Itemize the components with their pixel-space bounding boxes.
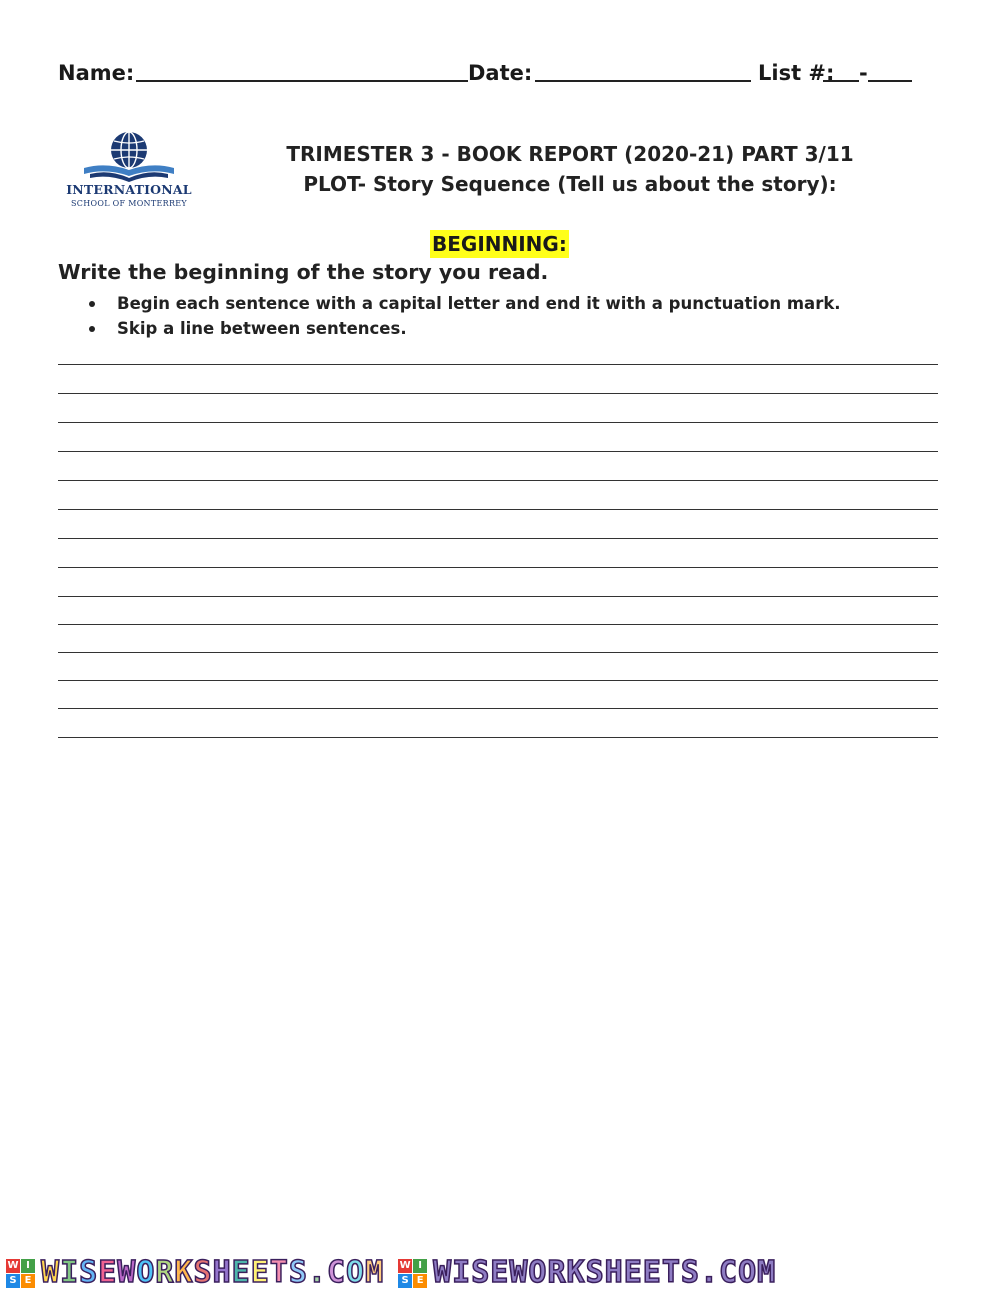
logo-letter: E xyxy=(21,1274,35,1288)
date-blank[interactable] xyxy=(535,58,751,82)
logo-letter: I xyxy=(413,1259,427,1273)
date-label: Date: xyxy=(468,61,533,85)
writing-line[interactable] xyxy=(58,708,938,709)
logo-text-line2: SCHOOL OF MONTERREY xyxy=(71,199,187,208)
writing-line[interactable] xyxy=(58,364,938,365)
writing-line[interactable] xyxy=(58,393,938,394)
logo-letter: I xyxy=(21,1259,35,1273)
logo-letter: S xyxy=(398,1274,412,1288)
writing-line[interactable] xyxy=(58,737,938,738)
logo-letter: W xyxy=(399,1260,411,1271)
list-blank-2[interactable] xyxy=(868,58,912,82)
section-heading: BEGINNING: xyxy=(432,232,567,256)
writing-line[interactable] xyxy=(58,480,938,481)
list-separator: - xyxy=(859,61,868,85)
page-title: TRIMESTER 3 - BOOK REPORT (2020-21) PART 3/11 xyxy=(286,142,854,166)
student-info-line xyxy=(58,58,938,90)
writing-line[interactable] xyxy=(58,624,938,625)
watermark-logo-icon xyxy=(398,1259,427,1288)
writing-line[interactable] xyxy=(58,652,938,653)
writing-line[interactable] xyxy=(58,422,938,423)
logo-letter: W xyxy=(7,1260,19,1271)
logo-letter: E xyxy=(413,1274,427,1288)
watermark-logo-icon xyxy=(6,1259,35,1288)
logo-text-line1: INTERNATIONAL xyxy=(66,182,192,197)
name-blank[interactable] xyxy=(136,58,468,82)
bullet-item: Begin each sentence with a capital letter and end it with a punctuation mark. xyxy=(86,291,841,316)
globe-book-icon xyxy=(62,128,196,184)
school-logo xyxy=(62,128,196,212)
writing-line[interactable] xyxy=(58,567,938,568)
watermark-group xyxy=(6,1255,384,1291)
watermark-group xyxy=(398,1255,776,1291)
instruction-bullets xyxy=(86,291,841,341)
writing-line[interactable] xyxy=(58,680,938,681)
bullet-item: Skip a line between sentences. xyxy=(86,316,841,341)
logo-letter: S xyxy=(6,1274,20,1288)
writing-line[interactable] xyxy=(58,596,938,597)
page-subtitle: PLOT- Story Sequence (Tell us about the story): xyxy=(303,172,837,196)
writing-line[interactable] xyxy=(58,451,938,452)
name-label: Name: xyxy=(58,61,135,85)
writing-line[interactable] xyxy=(58,509,938,510)
watermark-footer xyxy=(0,1255,1000,1291)
instruction-text: Write the beginning of the story you read. xyxy=(58,260,549,284)
list-label: List #: xyxy=(758,61,835,85)
watermark-text: WISEWORKSHEETS.COM xyxy=(433,1255,777,1290)
writing-line[interactable] xyxy=(58,538,938,539)
watermark-text: WISEWORKSHEETS.COM xyxy=(41,1255,385,1290)
list-blank-1[interactable] xyxy=(823,58,859,82)
